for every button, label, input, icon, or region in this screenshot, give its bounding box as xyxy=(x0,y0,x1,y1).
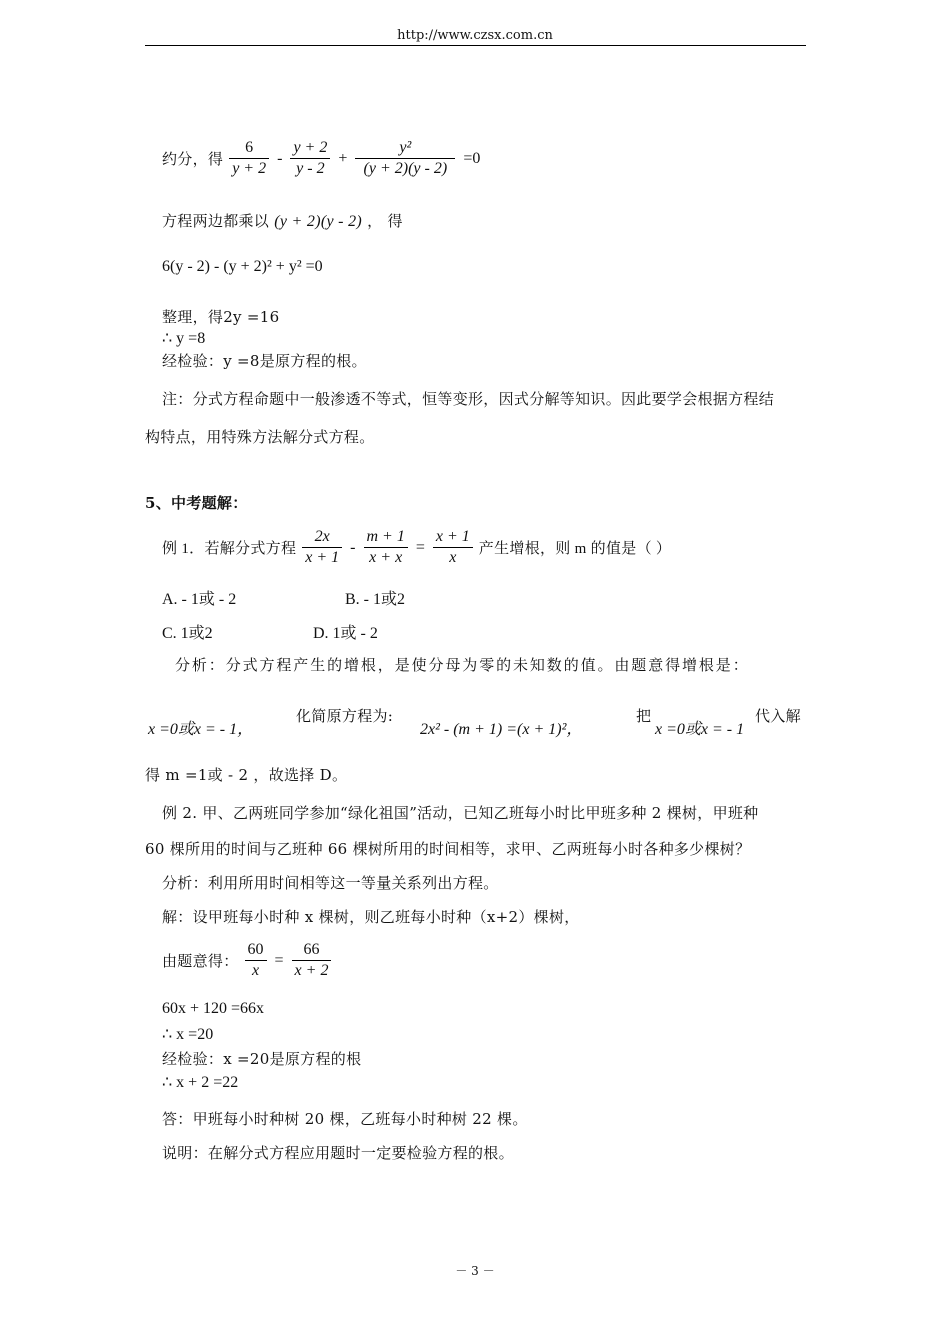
option-a: A. - 1或 - 2 xyxy=(162,591,237,608)
fraction-1-den: y + 2 xyxy=(232,160,267,177)
equals-zero: =0 xyxy=(463,149,481,167)
example-2-analysis: 分析：利用所用时间相等这一等量关系列出方程。 xyxy=(162,874,499,892)
substitute-label: 把 xyxy=(636,707,652,725)
ex2-fraction-2-den: x + 2 xyxy=(294,962,329,979)
fraction-1-num: 6 xyxy=(229,138,269,159)
ex2-step-3: 经检验：x =20是原方程的根 xyxy=(162,1050,362,1068)
ex2-fraction-2-num: 66 xyxy=(292,940,332,961)
eq-check: 经检验：y =8是原方程的根。 xyxy=(162,352,367,370)
page-header-url: http://www.czsx.com.cn xyxy=(397,28,553,43)
simplify-label: 化简原方程为: xyxy=(296,707,394,725)
ex1-fraction-2-den: x + x xyxy=(369,549,403,566)
operator: = xyxy=(415,538,425,556)
ex2-step-2: ∴ x =20 xyxy=(162,1026,214,1043)
example-2-line-1: 例 2. 甲、乙两班同学参加“绿化祖国”活动，已知乙班每小时比甲班多种 2 棵树，甲班种 xyxy=(162,804,759,822)
ex2-fraction-1 xyxy=(245,940,267,981)
ex2-fraction-1-num: 60 xyxy=(245,940,267,961)
fraction-3 xyxy=(355,138,455,179)
operator: - xyxy=(350,538,356,556)
operator: = xyxy=(274,951,284,969)
ex1-fraction-1 xyxy=(302,527,342,568)
example-2-line-2: 60 棵所用的时间与乙班种 66 棵树所用的时间相等，求甲、乙两班每小时各种多少棵树？ xyxy=(145,840,751,858)
substitute-tail: 代入解 xyxy=(755,707,801,725)
ex1-fraction-3-den: x xyxy=(449,549,457,566)
ex2-step-4: ∴ x + 2 =22 xyxy=(162,1074,239,1091)
ex2-step-1: 60x + 120 =66x xyxy=(162,1000,265,1017)
operator: + xyxy=(338,149,348,167)
multiply-math: (y + 2)(y - 2) xyxy=(274,213,363,230)
fraction-1 xyxy=(229,138,269,179)
root-values: x =0或x = - 1， xyxy=(148,721,254,738)
eq-multiply xyxy=(162,210,403,231)
section-title: 5、中考题解： xyxy=(145,494,248,512)
example-1-tail: 产生增根，则 m 的值是（ ） xyxy=(478,541,672,557)
eq-reduce-prefix: 约分，得 xyxy=(162,152,224,168)
ex1-fraction-3-num: x + 1 xyxy=(433,527,473,548)
operator: - xyxy=(277,149,283,167)
example-2-equation xyxy=(162,940,333,981)
ex1-fraction-3 xyxy=(433,527,473,568)
equation-prefix: 由题意得： xyxy=(162,954,239,970)
multiply-text: 方程两边都乘以 xyxy=(162,212,270,230)
header-divider xyxy=(145,45,806,46)
eq-simplify: 整理，得2y =16 xyxy=(162,308,280,326)
example-1 xyxy=(162,527,671,568)
fraction-3-num: y² xyxy=(355,138,455,159)
option-b: B. - 1或2 xyxy=(345,591,406,608)
ex1-fraction-1-num: 2x xyxy=(302,527,342,548)
eq-expanded: 6(y - 2) - (y + 2)² + y² =0 xyxy=(162,258,323,275)
note-line-2: 构特点，用特殊方法解分式方程。 xyxy=(145,428,375,446)
example-2-solution: 解：设甲班每小时种 x 棵树，则乙班每小时种（x+2）棵树， xyxy=(162,908,580,926)
ex1-fraction-2-num: m + 1 xyxy=(364,527,408,548)
simplified-equation: 2x² - (m + 1) =(x + 1)²， xyxy=(420,721,583,738)
ex1-fraction-2 xyxy=(364,527,408,568)
fraction-2 xyxy=(290,138,330,179)
analysis-conclusion: 得 m =1或 - 2 ，故选择 D。 xyxy=(145,766,348,784)
fraction-2-num: y + 2 xyxy=(290,138,330,159)
option-d: D. 1或 - 2 xyxy=(313,625,378,642)
fraction-3-den: (y + 2)(y - 2) xyxy=(363,160,448,177)
fraction-2-den: y - 2 xyxy=(296,160,325,177)
answer-line: 答：甲班每小时种树 20 棵，乙班每小时种树 22 棵。 xyxy=(162,1110,528,1128)
option-c: C. 1或2 xyxy=(162,625,213,642)
example-1-prefix: 例 1．若解分式方程 xyxy=(162,541,297,557)
analysis-line-1: 分析：分式方程产生的增根，是使分母为零的未知数的值。由题意得增根是： xyxy=(175,656,750,674)
note-line-1: 注：分式方程命题中一般渗透不等式，恒等变形，因式分解等知识。因此要学会根据方程结 xyxy=(162,390,775,408)
explanation-line: 说明：在解分式方程应用题时一定要检验方程的根。 xyxy=(162,1144,514,1162)
eq-result: ∴ y =8 xyxy=(162,330,206,347)
substitute-values: x =0或x = - 1 xyxy=(655,721,745,738)
multiply-tail: ， 得 xyxy=(367,212,403,230)
page-number: － 3 － xyxy=(455,1264,495,1278)
ex1-fraction-1-den: x + 1 xyxy=(305,549,340,566)
ex2-fraction-2 xyxy=(292,940,332,981)
ex2-fraction-1-den: x xyxy=(251,962,260,979)
eq-reduce xyxy=(162,138,482,179)
